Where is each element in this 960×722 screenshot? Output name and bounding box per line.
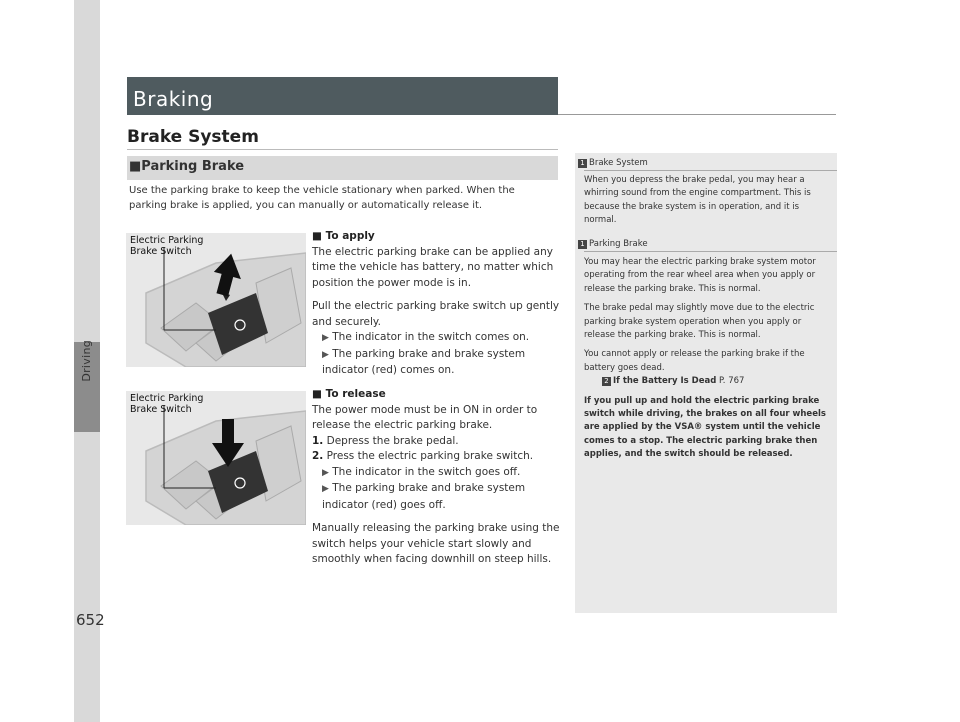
figure-apply — [126, 233, 306, 367]
apply-heading: ■ To apply — [312, 230, 375, 242]
figure-label: Electric Parking Brake Switch — [130, 235, 204, 257]
note-divider — [584, 251, 837, 252]
reference-icon: 2 — [602, 377, 611, 386]
apply-block — [312, 229, 560, 379]
step-1: 1. Depress the brake pedal. — [312, 434, 459, 447]
note-heading-parking-brake: 1 Parking Brake — [578, 239, 648, 249]
subsection-title — [129, 159, 244, 174]
chapter-divider — [558, 114, 836, 115]
arrow-icon: ▶ — [322, 484, 329, 494]
step-2: 2. Press the electric parking brake switch. — [312, 450, 534, 462]
release-heading: ■ To release — [312, 388, 386, 400]
note-divider — [584, 170, 837, 171]
note-text-parking-brake: You may hear the electric parking brake system motor operating from the rear wheel area when you apply or release the parking brake. This is normal. The brake pedal may slightly move due to the electric parking brake system operation when you apply or release the parking brake. This is normal. You cannot apply or release the parking brake if the battery goes dead. 2 If the Battery Is Dead P. 767 If you pull up and hold the electric parking brake switch while driving, the brakes on all four wheels are applied by the VSA® system until the vehicle comes to a stop. The electric parking brake then applies, and the switch should be released. — [584, 256, 832, 462]
arrow-icon: ▶ — [322, 349, 329, 360]
note-marker-icon: 1 — [578, 240, 587, 249]
list-item: ▶ The indicator in the switch goes off. — [322, 465, 521, 478]
apply-paragraph-1: The electric parking brake can be applied any time the vehicle has battery, no matter which position the power mode is in. — [312, 245, 554, 289]
section-title: Brake System — [127, 127, 259, 147]
apply-paragraph-2: Pull the electric parking brake switch up gently and securely. — [312, 300, 560, 328]
cross-reference-link[interactable]: 2 If the Battery Is Dead P. 767 — [584, 375, 832, 388]
side-label: Driving — [80, 340, 93, 382]
intro-paragraph: Use the parking brake to keep the vehicle stationary when parked. When the parking brake is applied, you can manually or automatically release it. — [129, 185, 515, 211]
list-item: ▶ The parking brake and brake system indicator (red) comes on. — [322, 347, 526, 376]
note-text-brake-system: When you depress the brake pedal, you may hear a whirring sound from the engine compartment. This is because the brake system is in operation, and it is normal. — [584, 175, 811, 226]
chapter-title: Braking — [133, 87, 214, 111]
note-marker-icon: 1 — [578, 159, 587, 168]
figure-label: Electric Parking Brake Switch — [130, 393, 204, 415]
list-item: ▶ The parking brake and brake system indicator (red) goes off. — [322, 482, 526, 511]
list-item: ▶ The indicator in the switch comes on. — [322, 331, 530, 343]
release-paragraph-2: Manually releasing the parking brake using the switch helps your vehicle start slowly and smoothly when facing downhill on steep hills. — [312, 522, 560, 565]
arrow-icon: ▶ — [322, 333, 329, 343]
arrow-icon: ▶ — [322, 467, 329, 478]
release-paragraph-1: The power mode must be in ON in order to release the electric parking brake. — [312, 403, 538, 431]
release-block — [312, 387, 560, 568]
figure-release — [126, 391, 306, 525]
note-heading-brake-system: 1 Brake System — [578, 158, 648, 168]
subsection-marker: ■ — [129, 159, 142, 174]
subsection-title-text: Parking Brake — [141, 159, 245, 174]
section-divider — [127, 149, 558, 150]
page-number: 652 — [76, 611, 105, 629]
